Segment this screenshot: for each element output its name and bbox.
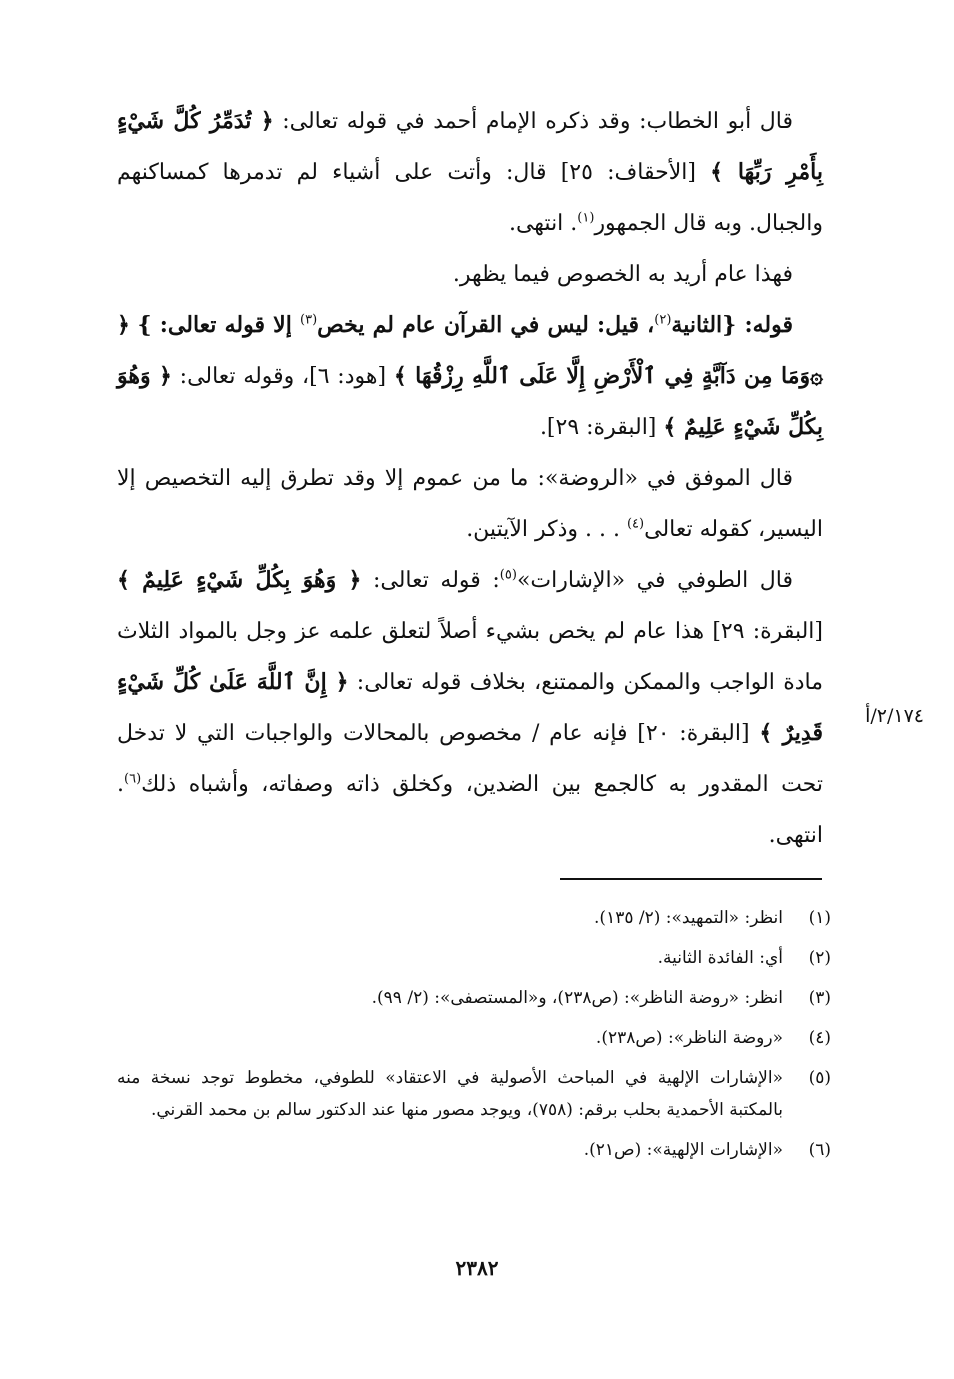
quran-quote: ﴿ وَهُوَ بِكُلِّ شَيْءٍ عَلِيمٌ ﴾ <box>117 567 362 593</box>
text-segment: . . . وذكر الآيتين. <box>466 517 627 542</box>
text-segment: [البقرة: ٢٩]. <box>539 415 664 440</box>
footnote-text: «الإشارات الإلهية في المباحث الأصولية في الاعتقاد» للطوفي، مخطوط توجد نسخة منه بالمكتبة الأحمدية بحلب برقم: (٧٥٨)، ويوجد مصور منها عند الدكتور سالم بن محمد القرني. <box>117 1068 783 1120</box>
footnote-item <box>117 1134 831 1166</box>
quran-quote: ﴿ إِنَّ ٱللَّهَ عَلَىٰ كُلِّ شَيْءٍ قَدِيرٌ ﴾ <box>117 669 823 746</box>
footnote-item <box>117 902 831 934</box>
footnote-number: (٥) <box>808 1068 831 1088</box>
paragraph-2 <box>117 249 823 300</box>
text-segment: [هود: ٦]، وقوله تعالى: <box>171 364 394 389</box>
footnote-item <box>117 1062 831 1126</box>
footnote-number: (٤) <box>808 1028 831 1048</box>
footnote-separator <box>560 878 822 880</box>
footnote-item <box>117 982 831 1014</box>
footnote-text: «الإشارات الإلهية»: (ص٢١). <box>583 1140 783 1160</box>
footnote-number: (١) <box>808 908 831 928</box>
text-segment: [الأحقاف: ٢٥] قال: وأتت على أشياء لم تدمرها كمساكنهم والجبال. وبه قال الجمهور <box>117 160 823 236</box>
quran-quote: ﴿ وَهُوَ بِكُلِّ شَيْءٍ عَلِيمٌ ﴾ <box>117 363 823 440</box>
footnote-marker: (١) <box>577 210 595 226</box>
paragraph-3 <box>117 300 823 453</box>
quran-quote: ﴿ ۞وَمَا مِن دَآبَّةٍ فِي ٱلْأَرْضِ إِلَّا عَلَى ٱللَّهِ رِزْقُهَا ﴾ <box>117 312 824 389</box>
matn-text: إلا قوله تعالى: } <box>137 312 301 338</box>
footnote-item <box>117 1022 831 1054</box>
paragraph-5 <box>117 555 823 861</box>
paragraph-4 <box>117 453 823 555</box>
text-segment: [البقرة: ٢٩] هذا عام لم يخص بشيء أصلاً لتعلق علمه عز وجل بالمواد الثلاث مادة الواجب والممكن والممتنع، بخلاف قوله تعالى: <box>117 619 824 695</box>
footnote-marker: (٤) <box>626 516 645 532</box>
main-text <box>117 96 823 861</box>
text-segment: قال الموفق في «الروضة»: ما من عموم إلا وقد تطرق إليه التخصيص إلا اليسير، كقوله تعالى <box>117 466 823 542</box>
footnote-text: انظر: «روضة الناظر»: (ص٢٣٨)، و«المستصفى»: (٢/ ٩٩). <box>371 988 783 1008</box>
footnote-item <box>117 942 831 974</box>
text-segment: : قوله تعالى: <box>361 568 500 593</box>
matn-text: قوله: {الثانية <box>671 312 793 338</box>
footnote-marker: (٥) <box>499 567 517 583</box>
footnote-text: أي: الفائدة الثانية. <box>657 948 783 968</box>
footnote-text: انظر: «التمهيد»: (٢/ ١٣٥). <box>594 908 783 928</box>
footnote-marker: (٦) <box>124 771 142 787</box>
footnote-number: (٦) <box>808 1140 831 1160</box>
text-segment: . انتهى. <box>117 772 823 848</box>
footnote-text: «روضة الناظر»: (ص٢٣٨). <box>595 1028 783 1048</box>
footnote-marker: (٣) <box>300 312 318 328</box>
footnote-number: (٣) <box>808 988 831 1008</box>
text-segment: . انتهى. <box>508 211 578 236</box>
text-segment: قال الطوفي في «الإشارات» <box>516 568 793 593</box>
footnote-number: (٢) <box>808 948 831 968</box>
quran-quote: ﴿ تُدَمِّرُ كُلَّ شَيْءٍ بِأَمْرِ رَبِّهَا ﴾ <box>117 108 823 185</box>
text-segment: قال أبو الخطاب: وقد ذكره الإمام أحمد في قوله تعالى: <box>273 109 794 134</box>
text-segment: [البقرة: ٢٠] فإنه عام / مخصوص بالمحالات والواجبات التي لا تدخل تحت المقدور به كالجمع بين الضدين، وكخلق ذاته وصفاته، وأشباه ذلك <box>117 721 824 797</box>
footnotes <box>117 902 831 1174</box>
margin-folio-reference: ٢/١٧٤/أ <box>865 705 924 727</box>
paragraph-1 <box>117 96 823 249</box>
text-segment: فهذا عام أريد به الخصوص فيما يظهر. <box>452 262 793 287</box>
page-number: ٢٣٨٢ <box>455 1256 499 1280</box>
footnote-marker: (٢) <box>654 312 672 328</box>
matn-text: ، قيل: ليس في القرآن عام لم يخص <box>317 312 655 338</box>
